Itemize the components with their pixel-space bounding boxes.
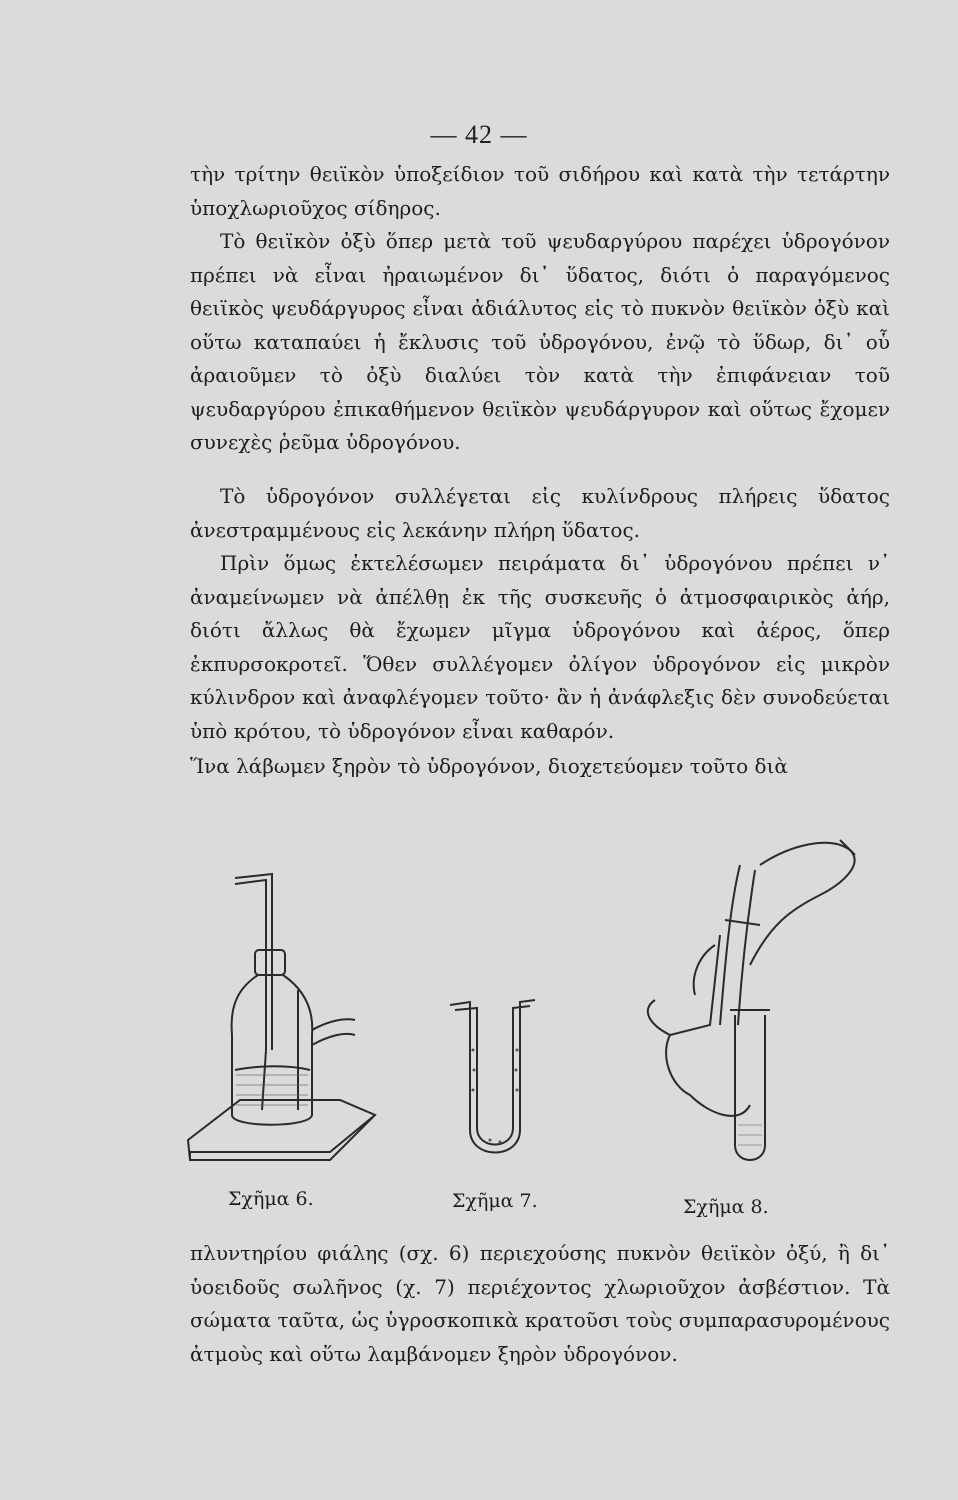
paragraph-3: Τὸ ὑδρογόνον συλλέγεται εἰς κυλίνδρους πλήρεις ὕδατος ἀνεστραμμένους εἰς λεκάνην πλήρη ὕδατος. [190,484,890,542]
page-number: — 42 — [430,120,528,149]
u-tube-illustration [445,990,540,1160]
figure-8-caption: Σχῆμα 8. [683,1196,769,1218]
paragraph-5: Ἵνα λάβωμεν ξηρὸν τὸ ὑδρογόνον, διοχετεύομεν τοῦτο διὰ [190,754,788,778]
test-tube-in-hand-illustration [630,825,880,1175]
figure-6-caption: Σχῆμα 6. [228,1188,314,1210]
wash-bottle-illustration [180,860,390,1165]
paragraph-6: πλυντηρίου φιάλης (σχ. 6) περιεχούσης πυκνὸν θειϊκὸν ὀξύ, ἢ δι᾽ ὑοειδοῦς σωλῆνος (χ. 7) περιέχοντος χλωριοῦχον ἀσβέστιον. Τὰ σώματα ταῦτα, ὡς ὑγροσκοπικὰ κρατοῦσι τοὺς συμπαρασυρομένους ἀτμοὺς καὶ οὕτω λαμβάνομεν ξηρὸν ὑδρογόνον. [190,1241,890,1366]
paragraph-1: τὴν τρίτην θειϊκὸν ὑποξείδιον τοῦ σιδήρου καὶ κατὰ τὴν τετάρτην ὑποχλωριοῦχος σίδηρος. [190,162,890,220]
figure-7-caption: Σχῆμα 7. [452,1190,538,1212]
paragraph-4: Πρὶν ὅμως ἐκτελέσωμεν πειράματα δι᾽ ὑδρογόνου πρέπει ν᾽ ἀναμείνωμεν νὰ ἀπέλθῃ ἐκ τῆς συσκευῆς ὁ ἀτμοσφαιρικὸς ἀήρ, διότι ἄλλως θὰ ἔχωμεν μῖγμα ὑδρογόνου καὶ ἀέρος, ὅπερ ἐκπυρσοκροτεῖ. Ὅθεν συλλέγομεν ὀλίγον ὑδρογόνον εἰς μικρὸν κύλινδρον καὶ ἀναφλέγομεν τοῦτο· ἂν ἡ ἀνάφλεξις δὲν συνοδεύεται ὑπὸ κρότου, τὸ ὑδρογόνον εἶναι καθαρόν. [190,551,890,743]
paragraph-2: Τὸ θειϊκὸν ὀξὺ ὅπερ μετὰ τοῦ ψευδαργύρου παρέχει ὑδρογόνον πρέπει νὰ εἶναι ἠραιωμένον δι᾽ ὕδατος, διότι ὁ παραγόμενος θειϊκὸς ψευδάργυρος εἶναι ἀδιάλυτος εἰς τὸ πυκνὸν θειϊκὸν ὀξὺ καὶ οὕτω καταπαύει ἡ ἔκλυσις τοῦ ὑδρογόνου, ἐνῷ τὸ ὕδωρ, δι᾽ οὗ ἀραιοῦμεν τὸ ὀξὺ διαλύει τὸν κατὰ τὴν ἐπιφάνειαν τοῦ ψευδαργύρου ἐπικαθήμενον θειϊκὸν ψευδάργυρον καὶ οὕτως ἔχομεν συνεχὲς ῥεῦμα ὑδρογόνου. [190,229,890,454]
